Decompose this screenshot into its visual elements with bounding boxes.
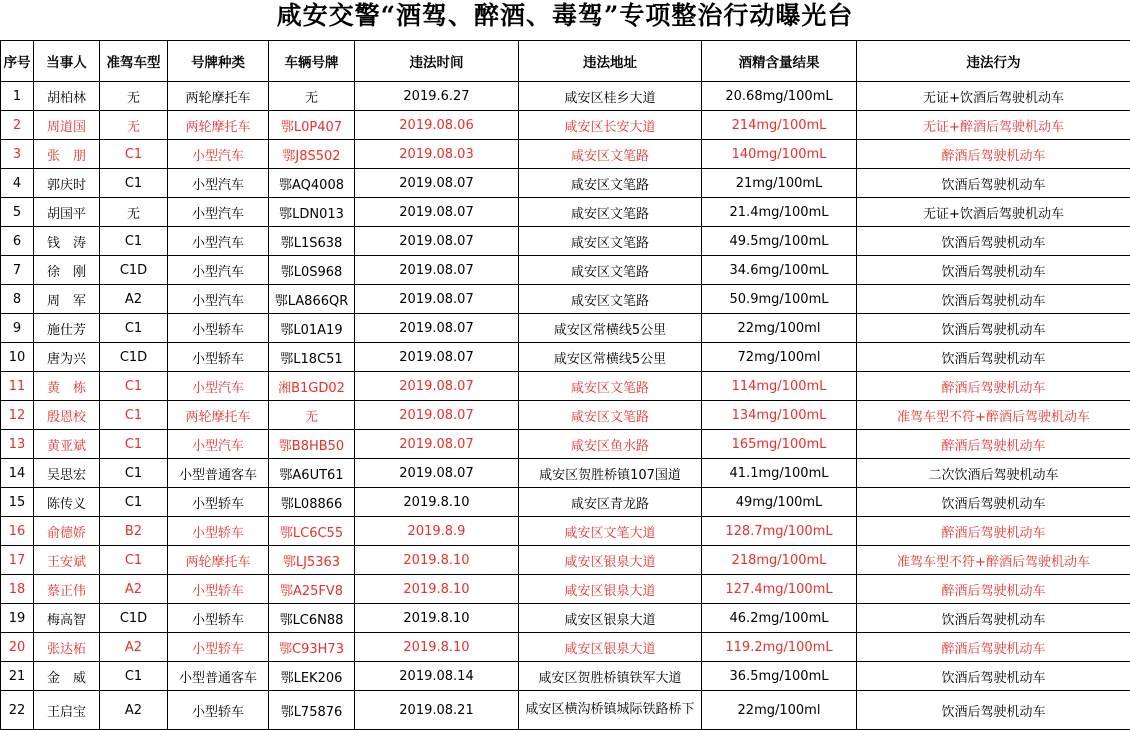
cell-violation-address: 咸安区文笔路 bbox=[519, 140, 702, 169]
cell-violation-address: 咸安区贺胜桥镇铁军大道 bbox=[519, 662, 702, 691]
cell-alcohol-result: 134mg/100mL bbox=[702, 401, 857, 430]
cell-person: 郭庆时 bbox=[34, 169, 100, 198]
cell-violation-address: 咸安区横沟桥镇城际铁路桥下 bbox=[519, 691, 702, 730]
header-person: 当事人 bbox=[34, 41, 100, 82]
table-row bbox=[1, 517, 1130, 546]
header-index: 序号 bbox=[1, 41, 34, 82]
cell-violation-time: 2019.08.07 bbox=[355, 314, 519, 343]
cell-violation-address: 咸安区银泉大道 bbox=[519, 604, 702, 633]
cell-plate-type: 两轮摩托车 bbox=[168, 546, 269, 575]
cell-index: 13 bbox=[1, 430, 34, 459]
cell-violation-act: 无证+饮酒后驾驶机动车 bbox=[857, 198, 1130, 227]
cell-violation-act: 饮酒后驾驶机动车 bbox=[857, 691, 1130, 730]
cell-license-class: C1 bbox=[100, 662, 168, 691]
cell-violation-act: 饮酒后驾驶机动车 bbox=[857, 343, 1130, 372]
cell-license-class: C1 bbox=[100, 372, 168, 401]
cell-license-class: C1D bbox=[100, 604, 168, 633]
cell-license-class: C1 bbox=[100, 227, 168, 256]
cell-index: 22 bbox=[1, 691, 34, 730]
cell-violation-time: 2019.08.14 bbox=[355, 662, 519, 691]
table-row bbox=[1, 140, 1130, 169]
cell-alcohol-result: 20.68mg/100mL bbox=[702, 82, 857, 111]
cell-license-class: C1 bbox=[100, 169, 168, 198]
cell-index: 2 bbox=[1, 111, 34, 140]
table-row bbox=[1, 488, 1130, 517]
cell-violation-address: 咸安区常横线5公里 bbox=[519, 343, 702, 372]
cell-violation-address: 咸安区鱼水路 bbox=[519, 430, 702, 459]
cell-plate-number: 鄂L08866 bbox=[269, 488, 355, 517]
table-body bbox=[1, 82, 1130, 730]
cell-violation-act: 准驾车型不符+醉酒后驾驶机动车 bbox=[857, 546, 1130, 575]
table-row bbox=[1, 82, 1130, 111]
cell-plate-type: 小型汽车 bbox=[168, 227, 269, 256]
cell-violation-address: 咸安区文笔大道 bbox=[519, 517, 702, 546]
cell-violation-act: 饮酒后驾驶机动车 bbox=[857, 285, 1130, 314]
cell-violation-act: 饮酒后驾驶机动车 bbox=[857, 488, 1130, 517]
cell-index: 11 bbox=[1, 372, 34, 401]
cell-index: 12 bbox=[1, 401, 34, 430]
cell-violation-address: 咸安区贺胜桥镇107国道 bbox=[519, 459, 702, 488]
cell-violation-time: 2019.08.07 bbox=[355, 227, 519, 256]
cell-plate-number: 无 bbox=[269, 401, 355, 430]
cell-plate-number: 鄂LC6N88 bbox=[269, 604, 355, 633]
cell-alcohol-result: 46.2mg/100mL bbox=[702, 604, 857, 633]
cell-plate-type: 小型轿车 bbox=[168, 575, 269, 604]
cell-person: 黄亚斌 bbox=[34, 430, 100, 459]
cell-plate-type: 小型汽车 bbox=[168, 430, 269, 459]
cell-alcohol-result: 119.2mg/100mL bbox=[702, 633, 857, 662]
cell-index: 10 bbox=[1, 343, 34, 372]
cell-person: 蔡正伟 bbox=[34, 575, 100, 604]
cell-index: 14 bbox=[1, 459, 34, 488]
cell-violation-act: 饮酒后驾驶机动车 bbox=[857, 227, 1130, 256]
cell-plate-number: 鄂LA866QR bbox=[269, 285, 355, 314]
cell-plate-number: 鄂L01A19 bbox=[269, 314, 355, 343]
table-row bbox=[1, 227, 1130, 256]
cell-violation-time: 2019.08.07 bbox=[355, 198, 519, 227]
cell-violation-address: 咸安区常横线5公里 bbox=[519, 314, 702, 343]
cell-plate-number: 鄂A6UT61 bbox=[269, 459, 355, 488]
table-row bbox=[1, 401, 1130, 430]
cell-plate-number: 鄂LC6C55 bbox=[269, 517, 355, 546]
cell-violation-time: 2019.8.10 bbox=[355, 604, 519, 633]
cell-person: 胡柏林 bbox=[34, 82, 100, 111]
cell-person: 俞德娇 bbox=[34, 517, 100, 546]
cell-violation-address: 咸安区文笔路 bbox=[519, 227, 702, 256]
table-row bbox=[1, 430, 1130, 459]
cell-violation-time: 2019.08.07 bbox=[355, 401, 519, 430]
cell-plate-type: 小型轿车 bbox=[168, 343, 269, 372]
cell-index: 3 bbox=[1, 140, 34, 169]
cell-violation-address: 咸安区长安大道 bbox=[519, 111, 702, 140]
cell-index: 5 bbox=[1, 198, 34, 227]
cell-person: 唐为兴 bbox=[34, 343, 100, 372]
cell-alcohol-result: 41.1mg/100mL bbox=[702, 459, 857, 488]
cell-license-class: C1 bbox=[100, 430, 168, 459]
table-row bbox=[1, 691, 1130, 730]
header-violation-time: 违法时间 bbox=[355, 41, 519, 82]
cell-index: 18 bbox=[1, 575, 34, 604]
cell-violation-address: 咸安区文笔路 bbox=[519, 401, 702, 430]
cell-index: 21 bbox=[1, 662, 34, 691]
cell-violation-time: 2019.08.07 bbox=[355, 256, 519, 285]
cell-alcohol-result: 72mg/100ml bbox=[702, 343, 857, 372]
cell-violation-address: 咸安区桂乡大道 bbox=[519, 82, 702, 111]
cell-violation-act: 醉酒后驾驶机动车 bbox=[857, 633, 1130, 662]
table-header-row bbox=[1, 41, 1130, 82]
cell-plate-type: 小型轿车 bbox=[168, 633, 269, 662]
header-plate-type: 号牌种类 bbox=[168, 41, 269, 82]
cell-license-class: C1 bbox=[100, 140, 168, 169]
page-title: 咸安交警“酒驾、醉酒、毒驾”专项整治行动曝光台 bbox=[0, 0, 1130, 40]
cell-violation-time: 2019.8.10 bbox=[355, 633, 519, 662]
cell-violation-time: 2019.8.10 bbox=[355, 488, 519, 517]
cell-person: 黄 栋 bbox=[34, 372, 100, 401]
cell-license-class: C1 bbox=[100, 546, 168, 575]
header-violation-address: 违法地址 bbox=[519, 41, 702, 82]
cell-violation-time: 2019.08.21 bbox=[355, 691, 519, 730]
cell-violation-address: 咸安区文笔路 bbox=[519, 372, 702, 401]
cell-person: 周道国 bbox=[34, 111, 100, 140]
cell-person: 胡国平 bbox=[34, 198, 100, 227]
cell-person: 周 军 bbox=[34, 285, 100, 314]
cell-person: 施仕芳 bbox=[34, 314, 100, 343]
header-license-class: 准驾车型 bbox=[100, 41, 168, 82]
cell-license-class: 无 bbox=[100, 82, 168, 111]
table-row bbox=[1, 459, 1130, 488]
cell-violation-act: 准驾车型不符+醉酒后驾驶机动车 bbox=[857, 401, 1130, 430]
cell-violation-address: 咸安区文笔路 bbox=[519, 285, 702, 314]
cell-person: 金 威 bbox=[34, 662, 100, 691]
cell-index: 17 bbox=[1, 546, 34, 575]
table-row bbox=[1, 372, 1130, 401]
cell-index: 16 bbox=[1, 517, 34, 546]
cell-violation-act: 饮酒后驾驶机动车 bbox=[857, 256, 1130, 285]
cell-license-class: C1D bbox=[100, 343, 168, 372]
cell-violation-act: 醉酒后驾驶机动车 bbox=[857, 372, 1130, 401]
cell-alcohol-result: 34.6mg/100mL bbox=[702, 256, 857, 285]
cell-violation-act: 醉酒后驾驶机动车 bbox=[857, 575, 1130, 604]
cell-violation-act: 饮酒后驾驶机动车 bbox=[857, 604, 1130, 633]
cell-alcohol-result: 50.9mg/100mL bbox=[702, 285, 857, 314]
cell-plate-type: 小型汽车 bbox=[168, 372, 269, 401]
cell-person: 张达柘 bbox=[34, 633, 100, 662]
cell-alcohol-result: 22mg/100ml bbox=[702, 314, 857, 343]
cell-plate-type: 小型汽车 bbox=[168, 285, 269, 314]
cell-violation-act: 饮酒后驾驶机动车 bbox=[857, 169, 1130, 198]
cell-violation-act: 无证+饮酒后驾驶机动车 bbox=[857, 82, 1130, 111]
cell-person: 陈传义 bbox=[34, 488, 100, 517]
cell-person: 王启宝 bbox=[34, 691, 100, 730]
cell-violation-time: 2019.08.07 bbox=[355, 169, 519, 198]
cell-alcohol-result: 49mg/100mL bbox=[702, 488, 857, 517]
cell-plate-type: 小型轿车 bbox=[168, 517, 269, 546]
cell-plate-number: 湘B1GD02 bbox=[269, 372, 355, 401]
cell-violation-time: 2019.8.10 bbox=[355, 575, 519, 604]
table-row bbox=[1, 604, 1130, 633]
cell-violation-act: 二次饮酒后驾驶机动车 bbox=[857, 459, 1130, 488]
cell-plate-number: 鄂L18C51 bbox=[269, 343, 355, 372]
cell-alcohol-result: 22mg/100ml bbox=[702, 691, 857, 730]
cell-index: 9 bbox=[1, 314, 34, 343]
cell-violation-address: 咸安区文笔路 bbox=[519, 198, 702, 227]
cell-violation-time: 2019.08.07 bbox=[355, 459, 519, 488]
cell-person: 徐 刚 bbox=[34, 256, 100, 285]
header-violation-act: 违法行为 bbox=[857, 41, 1130, 82]
cell-plate-type: 小型轿车 bbox=[168, 488, 269, 517]
cell-plate-number: 鄂C93H73 bbox=[269, 633, 355, 662]
cell-plate-number: 鄂J8S502 bbox=[269, 140, 355, 169]
cell-violation-act: 无证+醉酒后驾驶机动车 bbox=[857, 111, 1130, 140]
cell-index: 6 bbox=[1, 227, 34, 256]
table-row bbox=[1, 343, 1130, 372]
cell-violation-address: 咸安区银泉大道 bbox=[519, 546, 702, 575]
cell-alcohol-result: 214mg/100mL bbox=[702, 111, 857, 140]
cell-license-class: B2 bbox=[100, 517, 168, 546]
cell-violation-address: 咸安区银泉大道 bbox=[519, 575, 702, 604]
cell-plate-type: 小型普通客车 bbox=[168, 662, 269, 691]
cell-plate-number: 鄂LDN013 bbox=[269, 198, 355, 227]
table-row bbox=[1, 285, 1130, 314]
cell-plate-type: 小型汽车 bbox=[168, 198, 269, 227]
cell-alcohol-result: 128.7mg/100mL bbox=[702, 517, 857, 546]
cell-index: 4 bbox=[1, 169, 34, 198]
cell-license-class: A2 bbox=[100, 575, 168, 604]
table-row bbox=[1, 169, 1130, 198]
cell-plate-type: 小型汽车 bbox=[168, 256, 269, 285]
cell-plate-number: 鄂B8HB50 bbox=[269, 430, 355, 459]
cell-index: 20 bbox=[1, 633, 34, 662]
cell-plate-number: 鄂LEK206 bbox=[269, 662, 355, 691]
cell-alcohol-result: 114mg/100mL bbox=[702, 372, 857, 401]
cell-alcohol-result: 36.5mg/100mL bbox=[702, 662, 857, 691]
cell-person: 钱 涛 bbox=[34, 227, 100, 256]
cell-license-class: A2 bbox=[100, 691, 168, 730]
cell-alcohol-result: 49.5mg/100mL bbox=[702, 227, 857, 256]
cell-violation-time: 2019.8.9 bbox=[355, 517, 519, 546]
cell-plate-type: 两轮摩托车 bbox=[168, 111, 269, 140]
cell-plate-type: 小型汽车 bbox=[168, 169, 269, 198]
cell-license-class: C1 bbox=[100, 401, 168, 430]
cell-license-class: C1 bbox=[100, 488, 168, 517]
cell-person: 张 朋 bbox=[34, 140, 100, 169]
cell-violation-time: 2019.08.07 bbox=[355, 285, 519, 314]
cell-violation-act: 醉酒后驾驶机动车 bbox=[857, 517, 1130, 546]
cell-alcohol-result: 21.4mg/100mL bbox=[702, 198, 857, 227]
cell-violation-act: 饮酒后驾驶机动车 bbox=[857, 662, 1130, 691]
cell-license-class: C1 bbox=[100, 459, 168, 488]
cell-violation-time: 2019.08.07 bbox=[355, 430, 519, 459]
cell-license-class: A2 bbox=[100, 285, 168, 314]
cell-index: 15 bbox=[1, 488, 34, 517]
cell-plate-type: 小型轿车 bbox=[168, 691, 269, 730]
cell-plate-number: 鄂L0P407 bbox=[269, 111, 355, 140]
table-row bbox=[1, 256, 1130, 285]
cell-alcohol-result: 140mg/100mL bbox=[702, 140, 857, 169]
cell-violation-address: 咸安区文笔路 bbox=[519, 169, 702, 198]
cell-alcohol-result: 165mg/100mL bbox=[702, 430, 857, 459]
cell-alcohol-result: 218mg/100mL bbox=[702, 546, 857, 575]
cell-plate-type: 小型轿车 bbox=[168, 314, 269, 343]
cell-plate-number: 鄂L1S638 bbox=[269, 227, 355, 256]
cell-person: 王安斌 bbox=[34, 546, 100, 575]
cell-violation-act: 醉酒后驾驶机动车 bbox=[857, 430, 1130, 459]
table-row bbox=[1, 111, 1130, 140]
cell-index: 7 bbox=[1, 256, 34, 285]
cell-violation-time: 2019.6.27 bbox=[355, 82, 519, 111]
cell-violation-time: 2019.08.07 bbox=[355, 343, 519, 372]
violations-table bbox=[0, 40, 1130, 730]
table-row bbox=[1, 633, 1130, 662]
table-row bbox=[1, 314, 1130, 343]
cell-alcohol-result: 127.4mg/100mL bbox=[702, 575, 857, 604]
cell-violation-act: 醉酒后驾驶机动车 bbox=[857, 140, 1130, 169]
cell-plate-number: 鄂LJ5363 bbox=[269, 546, 355, 575]
cell-plate-number: 鄂L75876 bbox=[269, 691, 355, 730]
cell-plate-number: 鄂AQ4008 bbox=[269, 169, 355, 198]
cell-plate-type: 两轮摩托车 bbox=[168, 82, 269, 111]
cell-person: 吴思宏 bbox=[34, 459, 100, 488]
cell-violation-address: 咸安区青龙路 bbox=[519, 488, 702, 517]
cell-plate-type: 两轮摩托车 bbox=[168, 401, 269, 430]
table-row bbox=[1, 198, 1130, 227]
header-plate-number: 车辆号牌 bbox=[269, 41, 355, 82]
cell-license-class: 无 bbox=[100, 111, 168, 140]
cell-violation-time: 2019.08.07 bbox=[355, 372, 519, 401]
table-row bbox=[1, 662, 1130, 691]
cell-plate-number: 鄂A25FV8 bbox=[269, 575, 355, 604]
cell-alcohol-result: 21mg/100mL bbox=[702, 169, 857, 198]
cell-plate-number: 无 bbox=[269, 82, 355, 111]
header-alcohol-result: 酒精含量结果 bbox=[702, 41, 857, 82]
cell-plate-type: 小型轿车 bbox=[168, 604, 269, 633]
cell-plate-type: 小型汽车 bbox=[168, 140, 269, 169]
cell-index: 8 bbox=[1, 285, 34, 314]
cell-plate-type: 小型普通客车 bbox=[168, 459, 269, 488]
cell-person: 梅高智 bbox=[34, 604, 100, 633]
cell-violation-time: 2019.08.06 bbox=[355, 111, 519, 140]
cell-license-class: C1D bbox=[100, 256, 168, 285]
table-row bbox=[1, 575, 1130, 604]
cell-index: 19 bbox=[1, 604, 34, 633]
cell-license-class: C1 bbox=[100, 314, 168, 343]
cell-license-class: A2 bbox=[100, 633, 168, 662]
cell-license-class: 无 bbox=[100, 198, 168, 227]
table-row bbox=[1, 546, 1130, 575]
cell-violation-address: 咸安区银泉大道 bbox=[519, 633, 702, 662]
cell-person: 殷恩校 bbox=[34, 401, 100, 430]
cell-violation-act: 饮酒后驾驶机动车 bbox=[857, 314, 1130, 343]
cell-violation-time: 2019.8.10 bbox=[355, 546, 519, 575]
cell-violation-address: 咸安区文笔路 bbox=[519, 256, 702, 285]
cell-plate-number: 鄂L0S968 bbox=[269, 256, 355, 285]
cell-violation-time: 2019.08.03 bbox=[355, 140, 519, 169]
cell-index: 1 bbox=[1, 82, 34, 111]
